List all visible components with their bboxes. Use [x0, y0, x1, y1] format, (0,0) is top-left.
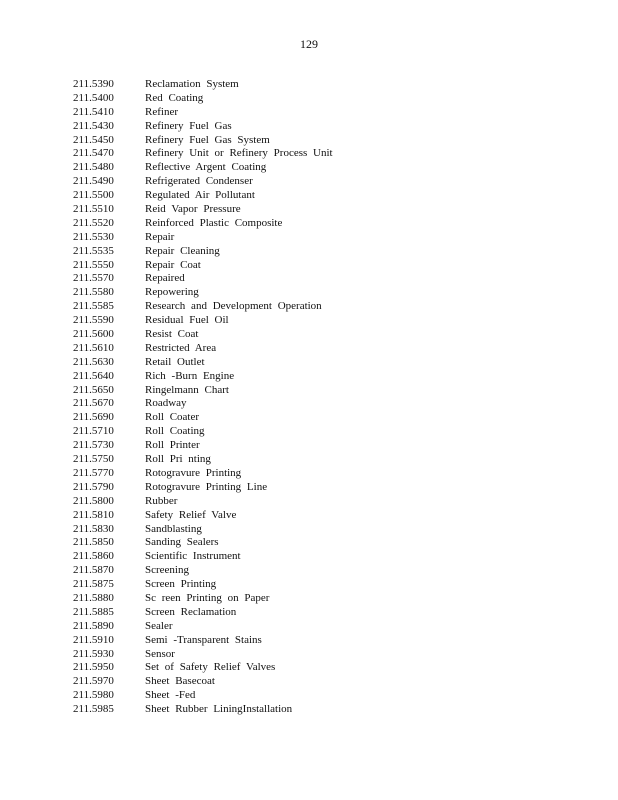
definition-row — [73, 203, 593, 217]
defined-term: Research and Development Operation — [145, 300, 322, 313]
definition-row — [73, 120, 593, 134]
definition-row — [73, 536, 593, 550]
defined-term: Rotogravure Printing — [145, 466, 242, 479]
definition-row — [73, 592, 593, 606]
defined-term: Safety Relief Valve — [145, 508, 237, 521]
section-number: 211.5860 — [73, 550, 114, 563]
section-number: 211.5510 — [73, 203, 114, 216]
section-number: 211.5490 — [73, 175, 114, 188]
section-number: 211.5630 — [73, 355, 114, 368]
section-number: 211.5850 — [73, 536, 114, 549]
section-number: 211.5885 — [73, 605, 114, 618]
section-number: 211.5880 — [73, 591, 114, 604]
defined-term: Sealer — [145, 619, 173, 632]
definition-row — [73, 509, 593, 523]
definition-row — [73, 231, 593, 245]
defined-term: Sensor — [145, 647, 175, 660]
definition-row — [73, 606, 593, 620]
section-number: 211.5750 — [73, 453, 114, 466]
defined-term: Screen Reclamation — [145, 605, 237, 618]
definition-row — [73, 175, 593, 189]
defined-term: Repair Coat — [145, 258, 201, 271]
section-number: 211.5730 — [73, 439, 114, 452]
definition-row — [73, 147, 593, 161]
definition-row — [73, 328, 593, 342]
defined-term: Sanding Sealers — [145, 536, 219, 549]
definition-row — [73, 467, 593, 481]
defined-term: Roll Coater — [145, 411, 200, 424]
section-number: 211.5640 — [73, 369, 114, 382]
defined-term: Sheet -Fed — [145, 689, 196, 702]
definition-row — [73, 689, 593, 703]
page-number: 129 — [300, 37, 318, 51]
defined-term: Refinery Fuel Gas — [145, 119, 232, 132]
section-number: 211.5535 — [73, 244, 114, 257]
definition-row — [73, 259, 593, 273]
defined-term: Regulated Air Pollutant — [145, 189, 255, 202]
section-number: 211.5430 — [73, 119, 114, 132]
defined-term: Sheet Basecoat — [145, 675, 215, 688]
definition-row — [73, 620, 593, 634]
section-number: 211.5650 — [73, 383, 114, 396]
defined-term: Refrigerated Condenser — [145, 175, 253, 188]
section-number: 211.5950 — [73, 661, 114, 674]
definition-row — [73, 425, 593, 439]
definition-row — [73, 564, 593, 578]
section-number: 211.5590 — [73, 314, 114, 327]
defined-term: Resist Coat — [145, 328, 199, 341]
section-number: 211.5870 — [73, 564, 114, 577]
section-number: 211.5480 — [73, 161, 114, 174]
section-number: 211.5810 — [73, 508, 114, 521]
defined-term: Sandblasting — [145, 522, 202, 535]
section-number: 211.5970 — [73, 675, 114, 688]
defined-term: Red Coating — [145, 91, 204, 104]
section-number: 211.5450 — [73, 133, 114, 146]
section-number: 211.5830 — [73, 522, 114, 535]
definition-row — [73, 523, 593, 537]
definition-row — [73, 134, 593, 148]
definition-row — [73, 453, 593, 467]
section-number: 211.5600 — [73, 328, 114, 341]
definition-row — [73, 411, 593, 425]
defined-term: Residual Fuel Oil — [145, 314, 229, 327]
section-number: 211.5550 — [73, 258, 114, 271]
definition-row — [73, 314, 593, 328]
defined-term: Sheet Rubber LiningInstallation — [145, 703, 293, 716]
section-number: 211.5520 — [73, 216, 114, 229]
section-number: 211.5580 — [73, 286, 114, 299]
definition-row — [73, 342, 593, 356]
definition-row — [73, 384, 593, 398]
section-number: 211.5790 — [73, 480, 114, 493]
definition-row — [73, 397, 593, 411]
definition-row — [73, 189, 593, 203]
definition-row — [73, 92, 593, 106]
definition-row — [73, 550, 593, 564]
section-number: 211.5610 — [73, 341, 114, 354]
section-number: 211.5890 — [73, 619, 114, 632]
definition-row — [73, 439, 593, 453]
defined-term: Roadway — [145, 397, 187, 410]
defined-term: Ringelmann Chart — [145, 383, 229, 396]
defined-term: Rich -Burn Engine — [145, 369, 235, 382]
definition-row — [73, 648, 593, 662]
defined-term: Rotogravure Printing Line — [145, 480, 268, 493]
defined-term: Repaired — [145, 272, 185, 285]
section-number: 211.5875 — [73, 578, 114, 591]
definition-row — [73, 78, 593, 92]
defined-term: Reid Vapor Pressure — [145, 203, 241, 216]
section-number: 211.5985 — [73, 703, 114, 716]
definition-row — [73, 370, 593, 384]
defined-term: Roll Pri nting — [145, 453, 211, 466]
definition-row — [73, 661, 593, 675]
defined-term: Scientific Instrument — [145, 550, 241, 563]
defined-term: Repowering — [145, 286, 199, 299]
definition-row — [73, 495, 593, 509]
definition-row — [73, 300, 593, 314]
section-number: 211.5400 — [73, 91, 114, 104]
section-number: 211.5670 — [73, 397, 114, 410]
definition-row — [73, 217, 593, 231]
section-number: 211.5410 — [73, 105, 114, 118]
section-number: 211.5910 — [73, 633, 114, 646]
defined-term: Screen Printing — [145, 578, 217, 591]
section-number: 211.5570 — [73, 272, 114, 285]
section-number: 211.5690 — [73, 411, 114, 424]
definition-row — [73, 634, 593, 648]
definition-row — [73, 245, 593, 259]
section-number: 211.5500 — [73, 189, 114, 202]
section-number: 211.5770 — [73, 466, 114, 479]
definition-row — [73, 161, 593, 175]
definition-row — [73, 703, 593, 717]
section-number: 211.5470 — [73, 147, 114, 160]
definition-row — [73, 481, 593, 495]
section-number: 211.5585 — [73, 300, 114, 313]
section-number: 211.5530 — [73, 230, 114, 243]
section-number: 211.5710 — [73, 425, 114, 438]
definition-row — [73, 578, 593, 592]
definition-list — [73, 78, 593, 717]
section-number: 211.5800 — [73, 494, 114, 507]
defined-term: Refiner — [145, 105, 178, 118]
defined-term: Screening — [145, 564, 189, 577]
defined-term: Sc reen Printing on Paper — [145, 591, 270, 604]
defined-term: Reclamation System — [145, 78, 239, 90]
defined-term: Roll Coating — [145, 425, 205, 438]
defined-term: Reflective Argent Coating — [145, 161, 267, 174]
definition-row — [73, 356, 593, 370]
defined-term: Refinery Unit or Refinery Process Unit — [145, 147, 333, 160]
defined-term: Semi -Transparent Stains — [145, 633, 262, 646]
section-number: 211.5930 — [73, 647, 114, 660]
section-number: 211.5390 — [73, 78, 114, 90]
section-number: 211.5980 — [73, 689, 114, 702]
defined-term: Roll Printer — [145, 439, 200, 452]
definition-row — [73, 675, 593, 689]
definition-row — [73, 106, 593, 120]
defined-term: Restricted Area — [145, 341, 217, 354]
defined-term: Refinery Fuel Gas System — [145, 133, 270, 146]
defined-term: Set of Safety Relief Valves — [145, 661, 276, 674]
defined-term: Retail Outlet — [145, 355, 205, 368]
defined-term: Reinforced Plastic Composite — [145, 216, 283, 229]
defined-term: Repair Cleaning — [145, 244, 220, 257]
defined-term: Repair — [145, 230, 175, 243]
defined-term: Rubber — [145, 494, 178, 507]
definition-row — [73, 286, 593, 300]
definition-row — [73, 272, 593, 286]
